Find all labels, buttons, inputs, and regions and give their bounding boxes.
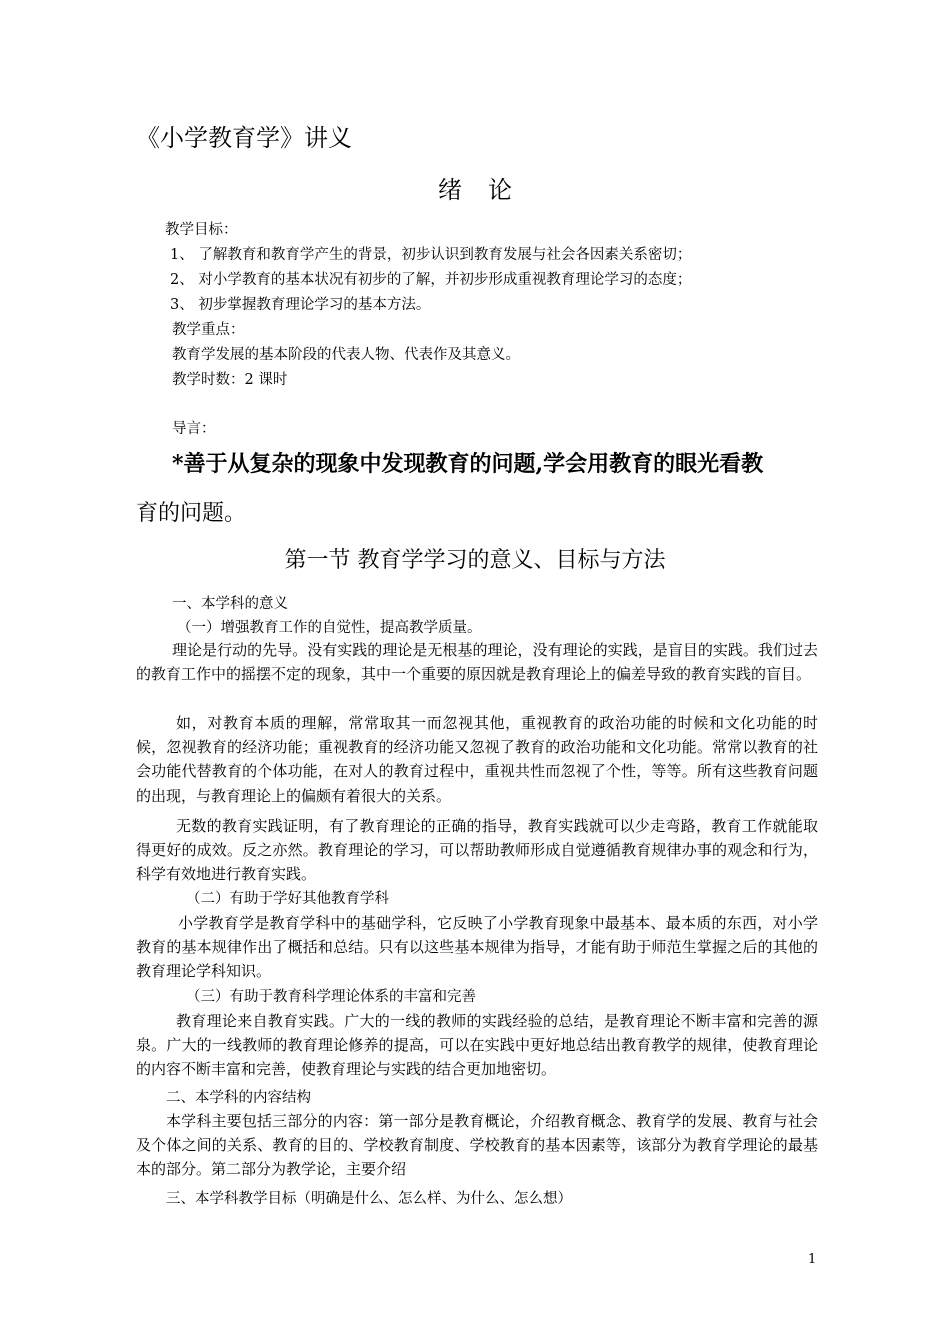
- document-title: 《小学教育学》讲义: [136, 124, 352, 152]
- subheading-3: （三）有助于教育科学理论体系的丰富和完善: [186, 989, 476, 1005]
- paragraph-3: 无数的教育实践证明，有了教育理论的正确的指导，教育实践就可以少走弯路，教育工作就能取得更好的成效。反之亦然。教育理论的学习，可以帮助教师形成自觉遵循教育规律办事的观念和行为，科学有效地进行教育实践。: [136, 817, 818, 884]
- heading-objectives: 三、本学科教学目标（明确是什么、怎么样、为什么、怎么想）: [166, 1191, 572, 1207]
- paragraph-1: 理论是行动的先导。没有实践的理论是无根基的理论，没有理论的实践，是盲目的实践。我们过去的教育工作中的摇摆不定的现象，其中一个重要的原因就是教育理论上的偏差导致的教育实践的盲目。: [136, 641, 818, 684]
- chapter-title: 绪论: [438, 176, 538, 204]
- paragraph-6: 本学科主要包括三部分的内容：第一部分是教育概论，介绍教育概念、教育学的发展、教育与社会及个体之间的关系、教育的目的、学校教育制度、学校教育的基本因素等，该部分为教育学理论的最基本的部分。第二部分为教学论，主要介绍: [136, 1112, 818, 1179]
- paragraph-4: 小学教育学是教育学科中的基础学科，它反映了小学教育现象中最基本、最本质的东西，对小学教育的基本规律作出了概括和总结。只有以这些基本规律为指导，才能有助于师范生掌握之后的其他的教育理论学科知识。: [136, 914, 818, 981]
- objectives-heading: 教学目标：: [165, 222, 238, 238]
- heading-structure: 二、本学科的内容结构: [166, 1090, 311, 1106]
- objective-item-1: 1、 了解教育和教育学产生的背景，初步认识到教育发展与社会各因素关系密切；: [170, 247, 692, 263]
- heading-significance: 一、本学科的意义: [172, 596, 288, 612]
- paragraph-5: 教育理论来自教育实践。广大的一线的教师的实践经验的总结，是教育理论不断丰富和完善的源泉。广大的一线教师的教育理论修养的提高，可以在实践中更好地总结出教育教学的规律，使教育理论的内容不断丰富和完善，使教育理论与实践的结合更加地密切。: [136, 1012, 818, 1079]
- paragraph-2: 如，对教育本质的理解，常常取其一而忽视其他，重视教育的政治功能的时候和文化功能的时候，忽视教育的经济功能；重视教育的经济功能又忽视了教育的政治功能和文化功能。常常以教育的社会功能代替教育的个体功能，在对人的教育过程中，重视共性而忽视了个性，等等。所有这些教育问题的出现，与教育理论上的偏颇有着很大的关系。: [136, 714, 818, 805]
- key-points-text: 教育学发展的基本阶段的代表人物、代表作及其意义。: [172, 347, 520, 363]
- section-title: 第一节 教育学学习的意义、目标与方法: [284, 548, 666, 573]
- intro-line-2: 育的问题。: [136, 501, 247, 526]
- teaching-hours: 教学时数：2 课时: [172, 372, 288, 388]
- intro-heading: 导言：: [172, 421, 216, 437]
- objective-item-2: 2、 对小学教育的基本状况有初步的了解，并初步形成重视教育理论学习的态度；: [170, 272, 692, 288]
- subheading-2: （二）有助于学好其他教育学科: [186, 891, 389, 907]
- page-number: 1: [808, 1252, 817, 1267]
- intro-line-1: *善于从复杂的现象中发现教育的问题,学会用教育的眼光看教: [172, 451, 764, 477]
- subheading-1: （一）增强教育工作的自觉性，提高教学质量。: [177, 620, 482, 636]
- key-points-heading: 教学重点：: [172, 322, 245, 338]
- objective-item-3: 3、 初步掌握教育理论学习的基本方法。: [170, 297, 431, 313]
